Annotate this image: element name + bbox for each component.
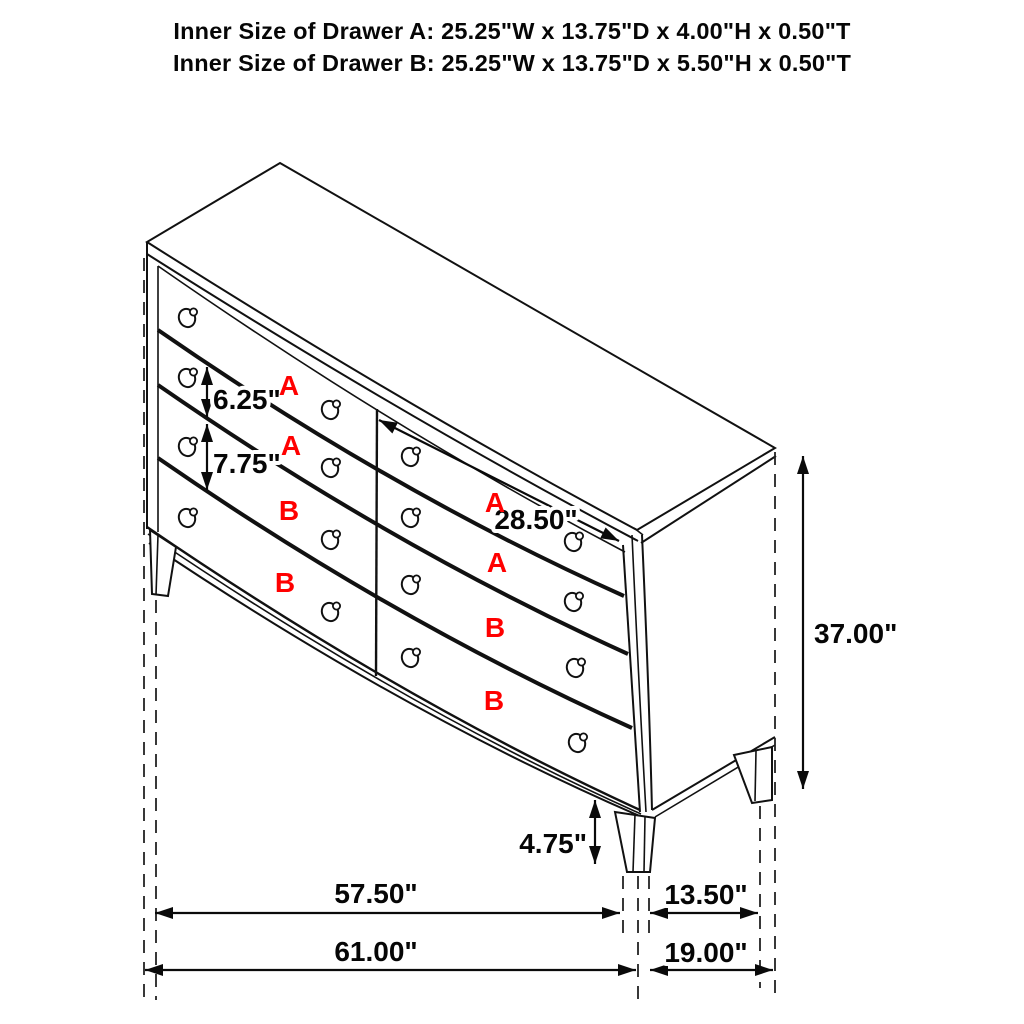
dim-front-width-label: 57.50" xyxy=(334,878,418,909)
right-drawer-1-label: A xyxy=(484,487,506,518)
left-drawer-2-label: A xyxy=(280,430,302,461)
right-drawer-4-label: B xyxy=(483,685,505,716)
back-right-leg xyxy=(734,747,772,803)
dim-bank-width-label: 28.50" xyxy=(494,504,578,535)
dim-drawer-a-height-label: 6.25" xyxy=(213,384,281,415)
dresser-body xyxy=(147,163,776,872)
drawer-a-inner-size: Inner Size of Drawer A: 25.25"W x 13.75"D x 4.00"H x 0.50"T xyxy=(173,18,851,44)
dim-overall-height-label: 37.00" xyxy=(814,618,898,649)
center-divider xyxy=(376,409,377,676)
drawer-b-inner-size: Inner Size of Drawer B: 25.25"W x 13.75"D x 5.50"H x 0.50"T xyxy=(172,50,852,76)
right-drawer-3-label: B xyxy=(484,612,506,643)
back-right-leg-facet xyxy=(755,751,756,801)
dim-overall-width-label: 61.00" xyxy=(334,936,418,967)
left-drawer-4-label: B xyxy=(274,567,296,598)
dim-overall-depth-label: 19.00" xyxy=(664,937,748,968)
dim-drawer-b-height-label: 7.75" xyxy=(213,448,281,479)
left-drawer-3-label: B xyxy=(278,495,300,526)
right-drawer-2-label: A xyxy=(486,547,508,578)
dim-leg-height-label: 4.75" xyxy=(519,828,587,859)
front-right-leg-facet-2 xyxy=(644,816,645,872)
left-drawer-1-label: A xyxy=(278,370,300,401)
dim-side-depth-label: 13.50" xyxy=(664,879,748,910)
